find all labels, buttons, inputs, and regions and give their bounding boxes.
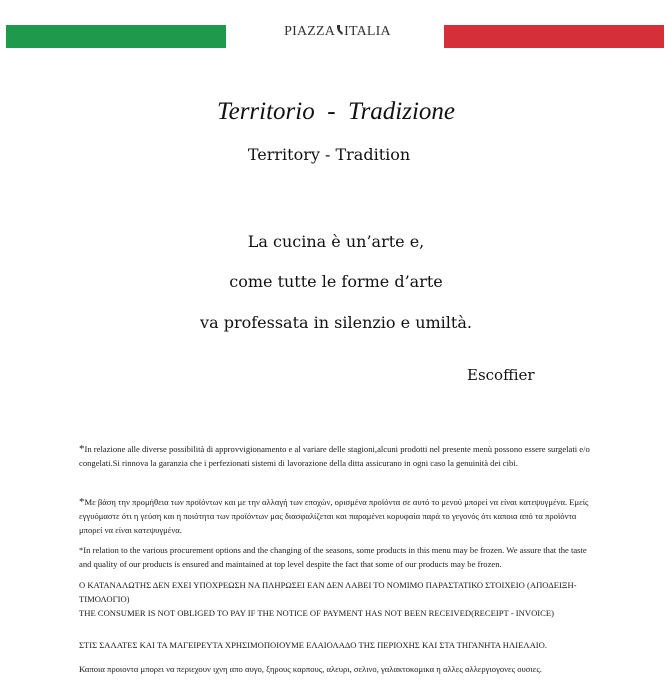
- note-receipt-english: THE CONSUMER IS NOT OBLIGED TO PAY IF THE NOTICE OF PAYMENT HAS NOT BEEN RECEIVED(RECEIPT - INVOICE): [79, 608, 554, 618]
- logo-text-left: PIAZZA: [284, 24, 336, 39]
- quote-line-1: La cucina è un’arte e,: [247, 232, 425, 251]
- quote-line-3: va professata in silenzio e umiltà.: [200, 313, 472, 332]
- note-olive-oil: ΣΤΙΣ ΣΑΛΑΤΕΣ ΚΑΙ ΤΑ ΜΑΓΕΙΡΕΥΤΑ ΧΡΗΣΙΜΟΠΟΙΟΥΜΕ ΕΛΑΙΟΛΑΔΟ ΤΗΣ ΠΕΡΙΟΧΗΣ ΚΑΙ ΣΤΑ ΤΗΓΑΝΗΤΑ ΗΛΙΕΛΑΙΟ.: [79, 640, 548, 650]
- logo-text-right: ITALIA: [344, 24, 391, 39]
- quote-author: Escoffier: [467, 366, 535, 384]
- note-receipt: [79, 578, 599, 620]
- italy-boot-icon: [336, 25, 343, 36]
- note-star: *: [79, 496, 85, 508]
- title-english: Territory - Tradition: [247, 145, 411, 164]
- piazza-italia-logo: [250, 24, 425, 42]
- note-greek-frozen: [79, 495, 599, 537]
- note-italian-text: In relazione alle diverse possibilità di approvvigionamento e al variare delle stagioni,alcuni prodotti nel presente menù possono essere surgelati e/o congelati.Si rinnova la garanzia che i perfezionati sistemi di lavorazione della ditta assicurano in ogni caso la genuinità dei cibi.: [79, 444, 590, 468]
- italian-flag-green-band: [6, 25, 226, 48]
- note-receipt-greek: Ο ΚΑΤΑΝΑΛΩΤΗΣ ΔΕΝ ΕΧΕΙ ΥΠΟΧΡΕΩΣΗ ΝΑ ΠΛΗΡΩΣΕΙ ΕΑΝ ΔΕΝ ΛΑΒΕΙ ΤΟ ΝΟΜΙΜΟ ΠΑΡΑΣΤΑΤΙΚΟ ΣΤΟΙΧΕΙΟ (ΑΠΟΔΕΙΞΗ-ΤΙΜΟΛΟΓΙΟ): [79, 580, 577, 604]
- note-star: *: [79, 443, 85, 455]
- note-italian-frozen: [79, 442, 599, 470]
- quote-line-2: come tutte le forme d’arte: [229, 272, 443, 291]
- italian-flag-red-band: [444, 25, 664, 48]
- title-italian: Territorio - Tradizione: [216, 98, 456, 125]
- note-allergens: Καποια προιοντα μπορει να περιεχουν ιχνη απο αυγο, ξηρους καρπους, αλευρι, σελινο, γαλακτοκομικα η αλλες αλλεργιογονες ουσιες.: [79, 664, 542, 674]
- note-greek-text: Με βάση την προμήθεια των προϊόντων και με την αλλαγή των εποχών, ορισμένα προϊόντα σε αυτό το μενού μπορεί να είναι κατεψυγμένα. Εμείς εγγυόμαστε ότι η γεύση και η ποιότητα των προϊόντων μας διασφαλίζεται και παραμένει κορυφαία παρά το γεγονός ότι καποια από τα προϊόντα μπορεί να είναι κατεψυγμένα.: [79, 497, 589, 535]
- note-english-frozen: *In relation to the various procurement options and the changing of the seasons, some products in this menu may be frozen. We assure that the taste and quality of our products is ensured and maintained at top level despite the fact that some of our products may be frozen.: [79, 545, 587, 569]
